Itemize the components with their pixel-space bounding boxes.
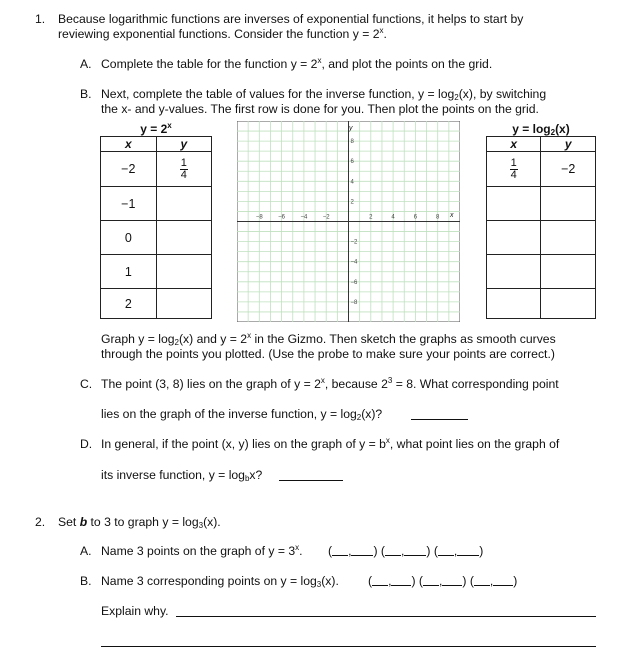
q1c-line1: The point (3, 8) lies on the graph of $y = 2^x$, because $2^3 = 8$. What corresponding point bbox=[101, 376, 559, 391]
q1-intro-line1: Because logarithmic functions are inverses of exponential functions, it helps to start by bbox=[58, 12, 524, 26]
y-tick-label: −2 bbox=[350, 239, 358, 246]
y-tick-label: −8 bbox=[350, 299, 358, 306]
q1c-answer-blank[interactable] bbox=[411, 419, 468, 420]
log-col-x: x bbox=[487, 137, 541, 152]
exp-cell-x: 2 bbox=[101, 289, 157, 319]
exp-cell-x: −2 bbox=[101, 152, 157, 187]
exp-cell-y[interactable] bbox=[156, 255, 211, 289]
q1-number: 1. bbox=[35, 12, 46, 26]
q1d-line1: In general, if the point (x, y) lies on the graph of $y = b^x$, what point lies on the graph of bbox=[101, 436, 560, 451]
q1a-text: Complete the table for the function $y = 2^x$, and plot the points on the grid. bbox=[101, 56, 493, 71]
y-tick-label: −6 bbox=[350, 279, 358, 286]
log-cell-y[interactable] bbox=[541, 255, 596, 289]
q2b-letter: B. bbox=[80, 574, 92, 588]
exp-cell-y[interactable] bbox=[156, 289, 211, 319]
q1b-line1: Next, complete the table of values for the inverse function, $y = \log_2(x)$, by switching bbox=[101, 87, 547, 102]
graph-instruction-line1: Graph $y = \log_2(x)$ and $y = 2^x$ in the Gizmo. Then sketch the graphs as smooth curves bbox=[101, 331, 556, 347]
log-table bbox=[486, 122, 596, 319]
coordinate-grid[interactable] bbox=[237, 121, 460, 322]
explain-answer-line-1[interactable] bbox=[176, 616, 596, 617]
x-tick-label: −8 bbox=[255, 214, 263, 221]
exp-col-y: y bbox=[156, 137, 211, 152]
log-col-y: y bbox=[541, 137, 596, 152]
q1-intro-line2: reviewing exponential functions. Consider the function $y = 2^x$. bbox=[58, 26, 387, 41]
exp-table-title: $y = 2^x$ bbox=[101, 122, 212, 137]
q1d-letter: D. bbox=[80, 437, 93, 451]
explain-label: Explain why. bbox=[101, 604, 169, 618]
q1c-line2: lies on the graph of the inverse function, $y = \log_2(x)$? bbox=[101, 407, 383, 422]
q2b-answer-points[interactable]: ( , ) ( , ) ( , ) bbox=[368, 574, 518, 588]
exp-cell-y: $\frac{1}{4}$ bbox=[156, 152, 211, 187]
x-tick-label: 2 bbox=[369, 214, 373, 221]
log-cell-y[interactable] bbox=[541, 187, 596, 221]
q1a-letter: A. bbox=[80, 57, 92, 71]
x-tick-label: 4 bbox=[391, 214, 395, 221]
q2a-letter: A. bbox=[80, 544, 92, 558]
x-tick-label: 6 bbox=[413, 214, 418, 221]
exp-cell-x: 1 bbox=[101, 255, 157, 289]
q1d-answer-blank[interactable] bbox=[279, 480, 343, 481]
q2a-text: Name 3 points on the graph of $y = 3^x$. bbox=[101, 543, 303, 558]
exp-col-x: x bbox=[101, 137, 157, 152]
q2a-answer-points[interactable]: ( , ) ( , ) ( , ) bbox=[328, 544, 484, 558]
explain-answer-line-2[interactable] bbox=[101, 646, 596, 647]
q2b-text: Name 3 corresponding points on $y = \log_3(x)$. bbox=[101, 574, 339, 589]
log-cell-x[interactable] bbox=[487, 255, 541, 289]
x-tick-label: −2 bbox=[322, 214, 330, 221]
exp-cell-y[interactable] bbox=[156, 221, 211, 255]
x-tick-label: −4 bbox=[300, 214, 308, 221]
exp-cell-y[interactable] bbox=[156, 187, 211, 221]
q1d-line2: its inverse function, $y = \log_bx$? bbox=[101, 468, 263, 483]
y-tick-label: 2 bbox=[350, 199, 354, 206]
y-tick-label: −4 bbox=[350, 259, 358, 266]
log-cell-y[interactable] bbox=[541, 289, 596, 319]
y-tick-label: 6 bbox=[350, 159, 354, 166]
y-tick-label: 8 bbox=[350, 139, 354, 146]
exp-cell-x: 0 bbox=[101, 221, 157, 255]
q1c-letter: C. bbox=[80, 377, 93, 391]
q1b-line2: the x- and y-values. The first row is done for you. Then plot the points on the grid. bbox=[101, 102, 539, 116]
x-axis-label: x bbox=[450, 212, 454, 219]
y-axis-label: y bbox=[349, 125, 353, 132]
log-cell-x[interactable] bbox=[487, 187, 541, 221]
q2-number: 2. bbox=[35, 515, 46, 529]
q1b-letter: B. bbox=[80, 87, 92, 101]
log-cell-x[interactable] bbox=[487, 221, 541, 255]
log-table-title: $y = \log_2(x)$ bbox=[487, 122, 596, 137]
log-cell-x[interactable] bbox=[487, 289, 541, 319]
y-tick-label: 4 bbox=[350, 179, 354, 186]
graph-instruction-line2: through the points you plotted. (Use the probe to make sure your points are correct.) bbox=[101, 347, 555, 361]
log-cell-y[interactable] bbox=[541, 221, 596, 255]
q2-intro: Set b to 3 to graph $y = \log_3(x)$. bbox=[58, 515, 221, 530]
exp-table bbox=[100, 122, 212, 319]
log-cell-x: $\frac{1}{4}$ bbox=[487, 152, 541, 187]
x-tick-label: −6 bbox=[278, 214, 286, 221]
x-tick-label: 8 bbox=[436, 214, 440, 221]
log-cell-y: −2 bbox=[541, 152, 596, 187]
exp-cell-x: −1 bbox=[101, 187, 157, 221]
